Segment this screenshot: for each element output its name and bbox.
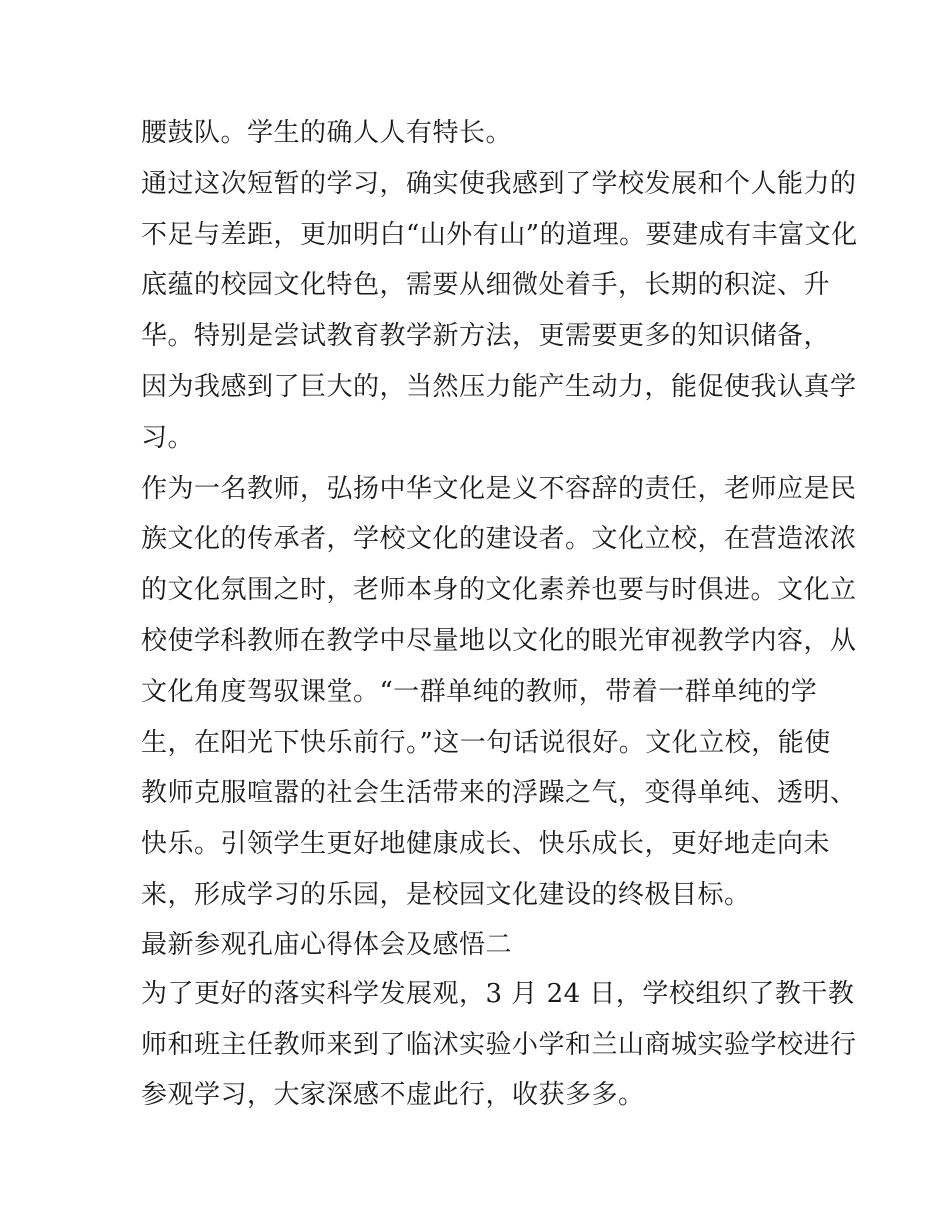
text-line: 华。特别是尝试教育教学新方法，更需要更多的知识储备，	[141, 321, 831, 352]
text-line: 文化角度驾驭课堂。“一群单纯的教师，带着一群单纯的学	[141, 676, 818, 707]
text-line: 生，在阳光下快乐前行。”这一句话说很好。文化立校，能使	[141, 727, 831, 758]
text-line: 腰鼓队。学生的确人人有特长。	[141, 118, 513, 148]
text-line: 的文化氛围之时，老师本身的文化素养也要与时俱进。文化立	[141, 575, 857, 606]
text-line: 教师克服喧嚣的社会生活带来的浮躁之气，变得单纯、透明、	[141, 778, 857, 809]
text-line: 为了更好的落实科学发展观，3 月 24 日，学校组织了教干教	[141, 978, 855, 1009]
text-line: 作为一名教师，弘扬中华文化是义不容辞的责任，老师应是民	[141, 473, 857, 504]
text-line: 来，形成学习的乐园，是校园文化建设的终极目标。	[141, 879, 751, 910]
text-line: 习。	[141, 422, 195, 453]
text-line: 通过这次短暂的学习，确实使我感到了学校发展和个人能力的	[141, 168, 857, 199]
section-heading: 最新参观孔庙心得体会及感悟二	[141, 929, 513, 960]
text-line: 底蕴的校园文化特色，需要从细微处着手，长期的积淀、升	[141, 270, 831, 301]
text-line: 快乐。引领学生更好地健康成长、快乐成长，更好地走向未	[141, 829, 831, 860]
document-body	[141, 108, 858, 1121]
text-line: 不足与差距，更加明白“山外有山”的道理。要建成有丰富文化	[141, 219, 858, 250]
text-line: 师和班主任教师来到了临沭实验小学和兰山商城实验学校进行	[141, 1029, 857, 1060]
text-line: 校使学科教师在教学中尽量地以文化的眼光审视教学内容，从	[141, 625, 857, 656]
text-line: 参观学习，大家深感不虚此行，收获多多。	[141, 1080, 645, 1111]
text-line: 因为我感到了巨大的，当然压力能产生动力，能促使我认真学	[141, 371, 857, 402]
text-line: 族文化的传承者，学校文化的建设者。文化立校，在营造浓浓	[141, 524, 857, 555]
